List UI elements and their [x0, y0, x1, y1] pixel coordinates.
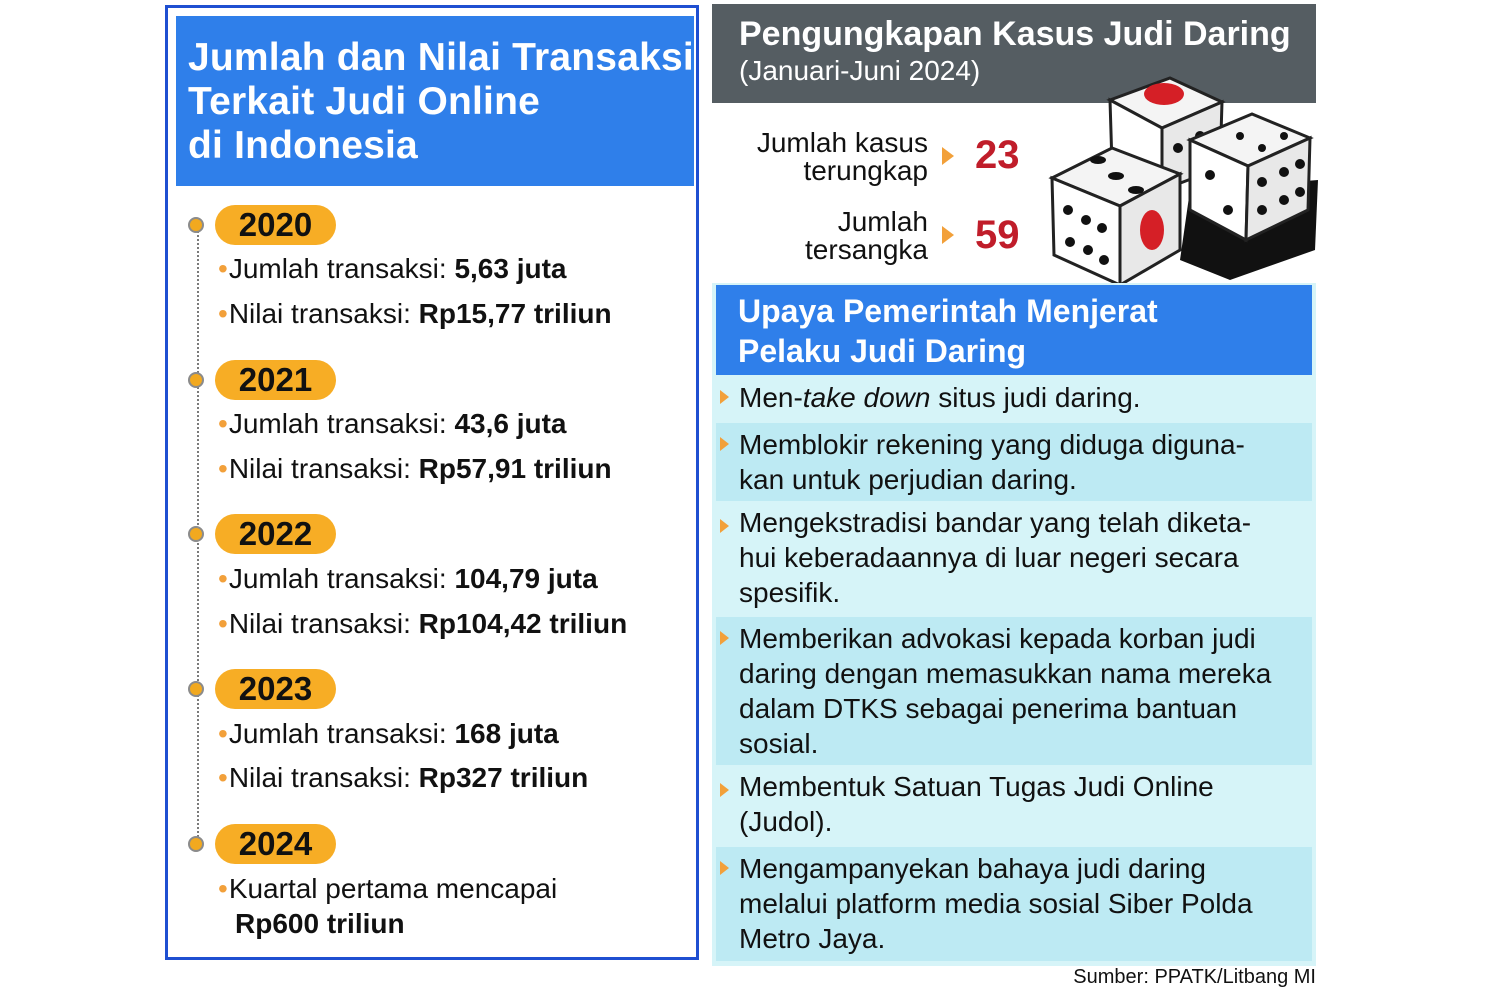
measure-line: Men-take down situs judi daring.: [739, 382, 1141, 413]
measure-item: [716, 423, 1312, 501]
stat-label-line: tersangka: [805, 234, 928, 265]
line-label: Jumlah transaksi:: [228, 718, 455, 749]
stat-arrow-icon: [942, 226, 954, 244]
measure-line: Memberikan advokasi kepada korban judi: [739, 623, 1256, 654]
arrow-icon: [720, 519, 729, 533]
source-note: Sumber: PPATK/Litbang MI: [1073, 966, 1316, 988]
arrow-icon: [720, 631, 729, 645]
quarter-value-line: [218, 907, 405, 941]
measure-line: melalui platform media sosial Siber Polda: [739, 888, 1253, 919]
line-label: Kuartal pertama mencapai: [228, 873, 558, 904]
line-label: Nilai transaksi:: [228, 608, 419, 639]
line-label: Nilai transaksi:: [228, 298, 419, 329]
quarter-line: •Kuartal pertama mencapai: [218, 873, 558, 904]
measure-item: [716, 769, 1312, 839]
measure-line: Metro Jaya.: [739, 923, 886, 954]
timeline-dot: [188, 836, 204, 852]
line-label: Nilai transaksi:: [228, 453, 419, 484]
transactions-panel: [165, 5, 699, 960]
stat-label-cases: [757, 129, 928, 185]
line-value: 5,63 juta: [454, 253, 567, 284]
measure-line: Mengampanyekan bahaya judi daring: [739, 853, 1206, 884]
year-badge: 2020: [215, 205, 336, 245]
stat-value-suspects: 59: [975, 213, 1020, 257]
stat-value-cases: 23: [975, 133, 1020, 177]
line-value: Rp327 triliun: [418, 762, 589, 793]
title-line: Terkait Judi Online: [188, 80, 540, 123]
stat-label-suspects: [805, 208, 928, 264]
year-badge: 2022: [215, 514, 336, 554]
measure-line: spesifik.: [739, 577, 841, 608]
transaction-count-line: •Jumlah transaksi: 43,6 juta: [218, 408, 567, 439]
line-label: Jumlah transaksi:: [228, 253, 455, 284]
timeline-dot: [188, 526, 204, 542]
transaction-value-line: •Nilai transaksi: Rp104,42 triliun: [218, 608, 628, 639]
dice-icon: [1040, 70, 1320, 290]
measure-line: (Judol).: [739, 806, 833, 837]
cases-title: Pengungkapan Kasus Judi Daring: [739, 15, 1291, 53]
arrow-icon: [720, 783, 729, 797]
arrow-icon: [720, 861, 729, 875]
line-value: Rp57,91 triliun: [418, 453, 612, 484]
transaction-value-line: •Nilai transaksi: Rp15,77 triliun: [218, 298, 612, 329]
transaction-count-line: •Jumlah transaksi: 168 juta: [218, 718, 559, 749]
year-badge: 2021: [215, 360, 336, 400]
measure-item: [716, 847, 1312, 961]
title-line: di Indonesia: [188, 124, 418, 167]
stat-label-line: terungkap: [803, 155, 928, 186]
timeline-dot: [188, 217, 204, 233]
stat-label-line: Jumlah kasus: [756, 127, 928, 158]
measure-item: [716, 617, 1312, 765]
line-value: Rp104,42 triliun: [418, 608, 628, 639]
stat-label-line: Jumlah: [837, 206, 928, 237]
year-badge: 2024: [215, 824, 336, 864]
timeline-dot: [188, 681, 204, 697]
measure-line: Memblokir rekening yang diduga diguna-: [739, 429, 1245, 460]
arrow-icon: [720, 437, 729, 451]
measures-title: [716, 285, 1312, 375]
measure-line: hui keberadaannya di luar negeri secara: [739, 542, 1239, 573]
measure-line: dalam DTKS sebagai penerima bantuan: [739, 693, 1238, 724]
transaction-value-line: •Nilai transaksi: Rp57,91 triliun: [218, 453, 612, 484]
transaction-count-line: •Jumlah transaksi: 104,79 juta: [218, 563, 598, 594]
timeline-dot: [188, 372, 204, 388]
stat-arrow-icon: [942, 147, 954, 165]
measures-panel: [712, 283, 1316, 966]
measure-line: Mengekstradisi bandar yang telah diketa-: [739, 507, 1252, 538]
line-label: Nilai transaksi:: [228, 762, 419, 793]
cases-period: (Januari-Juni 2024): [739, 55, 981, 86]
line-label: Jumlah transaksi:: [228, 563, 455, 594]
title-line: Jumlah dan Nilai Transaksi: [188, 36, 694, 79]
measure-item: [716, 380, 1312, 415]
measures-title-line: Upaya Pemerintah Menjerat: [738, 293, 1158, 329]
measure-item: [716, 505, 1312, 610]
transactions-title: [176, 16, 694, 186]
arrow-icon: [720, 390, 729, 404]
line-value: Rp600 triliun: [235, 908, 405, 939]
line-value: 104,79 juta: [454, 563, 598, 594]
transaction-value-line: •Nilai transaksi: Rp327 triliun: [218, 762, 589, 793]
line-value: 43,6 juta: [454, 408, 567, 439]
transaction-count-line: •Jumlah transaksi: 5,63 juta: [218, 253, 567, 284]
measure-line: sosial.: [739, 728, 819, 759]
measure-line: daring dengan memasukkan nama mereka: [739, 658, 1272, 689]
line-value: 168 juta: [454, 718, 559, 749]
year-badge: 2023: [215, 669, 336, 709]
measure-line: kan untuk perjudian daring.: [739, 464, 1077, 495]
line-label: Jumlah transaksi:: [228, 408, 455, 439]
measure-line: Membentuk Satuan Tugas Judi Online: [739, 771, 1214, 802]
measures-title-line: Pelaku Judi Daring: [738, 333, 1027, 369]
line-value: Rp15,77 triliun: [418, 298, 612, 329]
